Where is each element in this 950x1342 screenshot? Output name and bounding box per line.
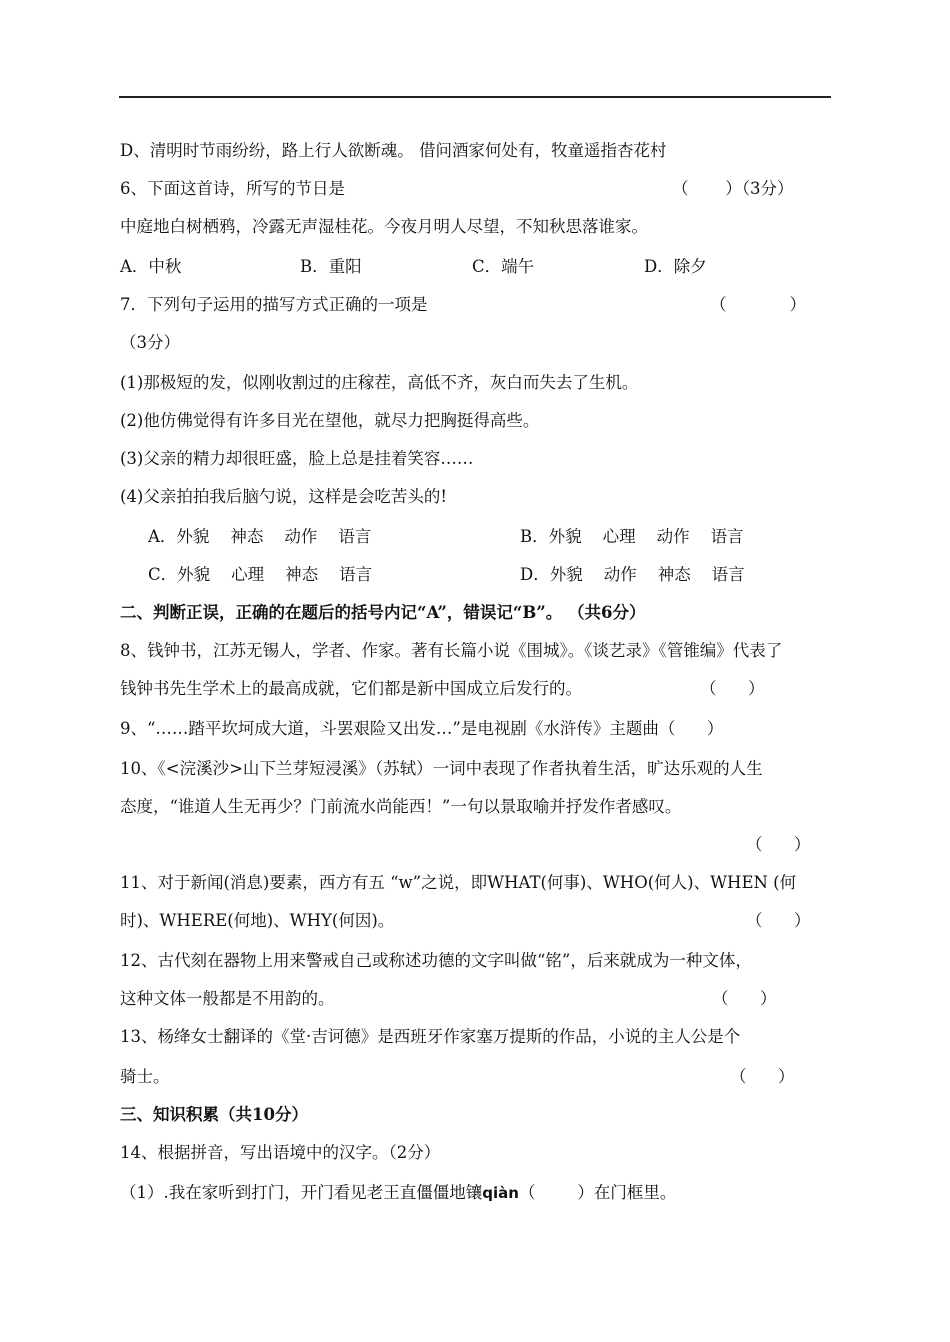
q7-score: （3分） — [120, 333, 180, 352]
q11-line-2: 时)、WHERE(何地)、WHY(何因)。 — [120, 911, 395, 930]
q13-answer-paren[interactable]: （ ） — [730, 1067, 795, 1086]
q8-line-1: 8、钱钟书，江苏无锡人，学者、作家。著有长篇小说《围城》。《谈艺录》《管锥编》代表了 — [120, 641, 783, 660]
q6-answer-paren[interactable]: （ ）（3分） — [672, 179, 794, 198]
q14-item-1 — [120, 1182, 676, 1204]
q14-item-1-text: （1）.我在家听到打门，开门看见老王直僵僵地镶 — [120, 1183, 483, 1202]
q12-answer-paren[interactable]: （ ） — [712, 989, 777, 1008]
q7-option-c: C．外貌 心理 神态 语言 — [148, 565, 373, 584]
q13-line-2: 骑士。 — [120, 1067, 170, 1086]
q14-item-1-blank[interactable]: （ ）在门框里。 — [518, 1183, 677, 1202]
header-rule — [119, 96, 831, 98]
q7-item-2: (2)他仿佛觉得有许多目光在望他，就尽力把胸挺得高些。 — [120, 411, 540, 430]
q7-item-1: (1)那极短的发，似刚收割过的庄稼茬，高低不齐，灰白而失去了生机。 — [120, 373, 639, 392]
q11-line-1: 11、对于新闻(消息)要素，西方有五 “w”之说，即WHAT(何事)、WHO(何人)、WHEN (何 — [120, 873, 797, 892]
q8-line-2: 钱钟书先生学术上的最高成就，它们都是新中国成立后发行的。 — [120, 679, 582, 698]
q14-item-1-pinyin: qiàn — [482, 1184, 519, 1202]
q6-option-c: C．端午 — [472, 257, 535, 276]
q5-option-d: D、清明时节雨纷纷，路上行人欲断魂。 借问酒家何处有，牧童遥指杏花村 — [120, 141, 667, 160]
q7-option-b: B．外貌 心理 动作 语言 — [520, 527, 744, 546]
section-2-heading: 二、判断正误，正确的在题后的括号内记“A”，错误记“B”。 （共6分） — [120, 603, 646, 622]
q7-item-4: (4)父亲拍拍我后脑勺说，这样是会吃苦头的! — [120, 487, 448, 506]
q10-answer-paren[interactable]: （ ） — [746, 835, 811, 854]
q12-line-1: 12、古代刻在器物上用来警戒自己或称述功德的文字叫做“铭”，后来就成为一种文体， — [120, 951, 752, 970]
q8-answer-paren[interactable]: （ ） — [700, 679, 765, 698]
q10-line-1: 10、《<浣溪沙>山下兰芽短浸溪》（苏轼）一词中表现了作者执着生活，旷达乐观的人生 — [120, 759, 763, 778]
section-3-heading: 三、知识积累（共10分） — [120, 1105, 308, 1124]
q7-option-a: A．外貌 神态 动作 语言 — [148, 527, 372, 546]
q7-item-3: (3)父亲的精力却很旺盛，脸上总是挂着笑容…… — [120, 449, 474, 468]
q13-line-1: 13、杨绛女士翻译的《堂·吉诃德》是西班牙作家塞万提斯的作品，小说的主人公是个 — [120, 1027, 741, 1046]
q10-line-2: 态度，“谁道人生无再少？门前流水尚能西！”一句以景取喻并抒发作者感叹。 — [120, 797, 682, 816]
q11-answer-paren[interactable]: （ ） — [746, 911, 811, 930]
q7-answer-paren[interactable]: （ ） — [710, 295, 806, 314]
q14-stem: 14、根据拼音，写出语境中的汉字。（2分） — [120, 1143, 441, 1162]
q6-option-b: B．重阳 — [300, 257, 362, 276]
q9-line-1: 9、“……踏平坎坷成大道，斗罢艰险又出发…”是电视剧《水浒传》主题曲（ ） — [120, 719, 724, 738]
q6-stem: 6、下面这首诗，所写的节日是 — [120, 179, 345, 198]
q6-option-d: D．除夕 — [644, 257, 707, 276]
q7-stem: 7．下列句子运用的描写方式正确的一项是 — [120, 295, 428, 314]
q6-option-a: A．中秋 — [120, 257, 182, 276]
q12-line-2: 这种文体一般都是不用韵的。 — [120, 989, 335, 1008]
q6-poem: 中庭地白树栖鸦，冷露无声湿桂花。今夜月明人尽望，不知秋思落谁家。 — [120, 217, 648, 236]
q7-option-d: D．外貌 动作 神态 语言 — [520, 565, 745, 584]
